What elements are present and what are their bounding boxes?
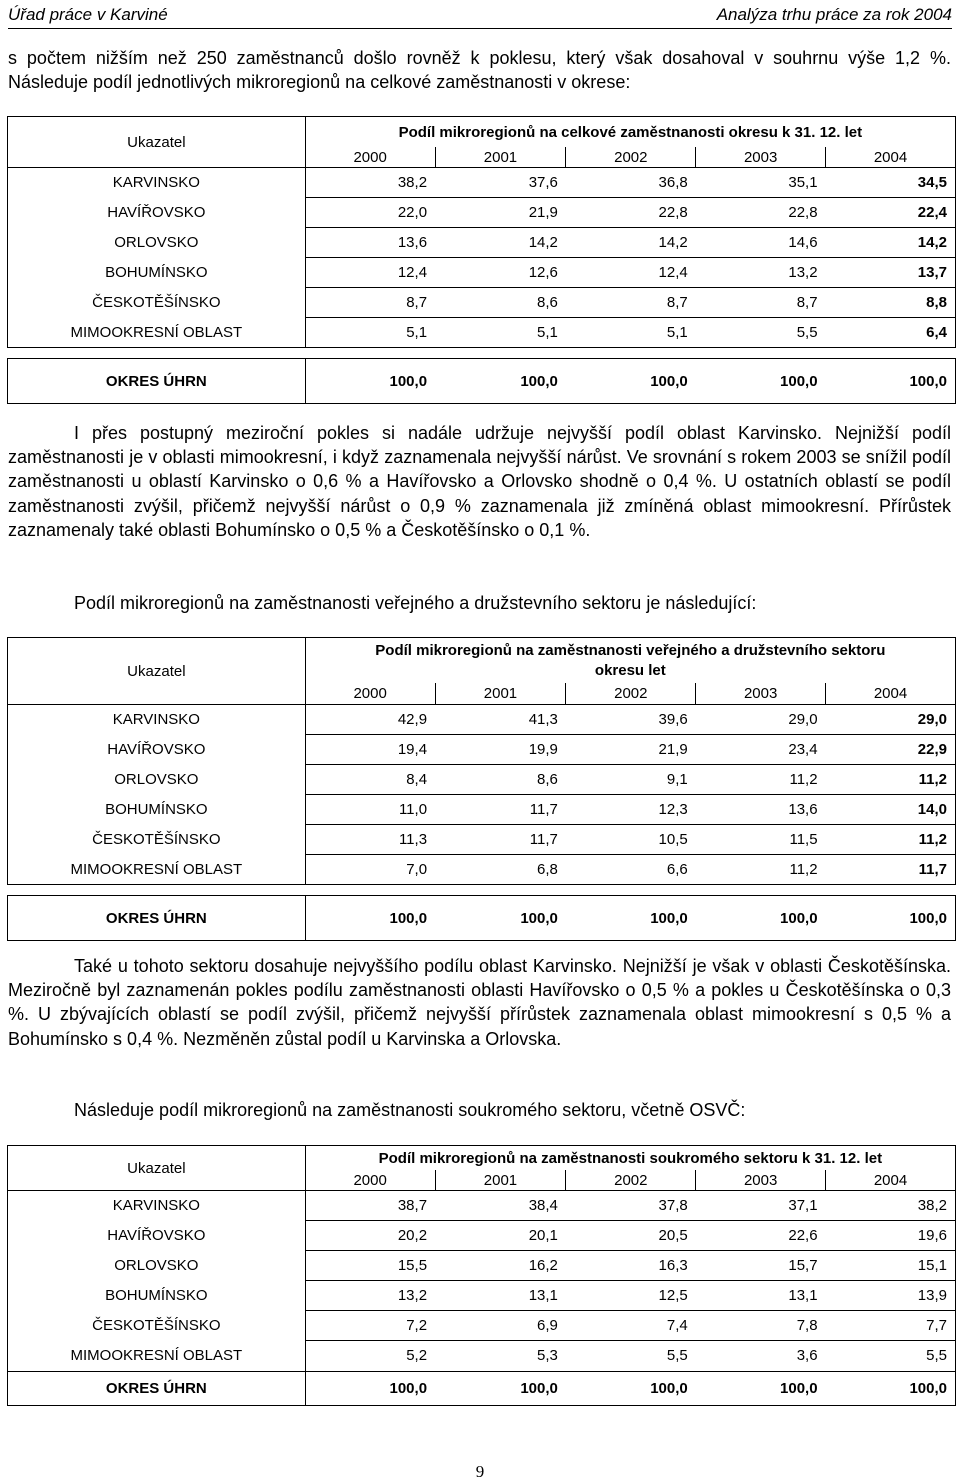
year-header: 2002 [566, 147, 696, 168]
table-cell: 12,3 [566, 795, 696, 825]
table-cell: 42,9 [305, 705, 435, 735]
table-row [8, 765, 956, 795]
table-row [8, 258, 956, 288]
table-cell: 16,3 [566, 1251, 696, 1281]
table-row [8, 1311, 956, 1341]
table-cell: 34,5 [826, 168, 956, 198]
table-private-sector [7, 1145, 956, 1406]
table-cell: 11,7 [826, 855, 956, 885]
table-cell: 19,4 [305, 735, 435, 765]
table-cell: 7,2 [305, 1311, 435, 1341]
table-cell: 38,7 [305, 1191, 435, 1221]
table-cell: 20,5 [566, 1221, 696, 1251]
table-cell: 21,9 [435, 198, 566, 228]
year-header: 2001 [435, 683, 566, 704]
year-header: 2001 [435, 147, 566, 168]
table-cell: 5,3 [435, 1341, 566, 1371]
table-total-row [8, 896, 956, 941]
table-cell: 14,0 [826, 795, 956, 825]
table-spacer [8, 348, 956, 359]
table-cell: 22,8 [566, 198, 696, 228]
table-cell: 6,9 [435, 1311, 566, 1341]
table-cell: 15,7 [696, 1251, 826, 1281]
table-cell: 7,0 [305, 855, 435, 885]
table-cell: 14,2 [435, 228, 566, 258]
table-row [8, 1281, 956, 1311]
table-cell: 5,5 [566, 1341, 696, 1371]
row-label: KARVINSKO [8, 1191, 306, 1221]
table-row [8, 705, 956, 735]
page-header [8, 2, 952, 29]
row-label: MIMOOKRESNÍ OBLAST [8, 1341, 306, 1371]
table-cell: 5,2 [305, 1341, 435, 1371]
table-cell: 12,6 [435, 258, 566, 288]
table-cell: 22,4 [826, 198, 956, 228]
table-cell: 11,2 [696, 855, 826, 885]
table-cell: 38,4 [435, 1191, 566, 1221]
table-row [8, 855, 956, 885]
table-spacer [8, 885, 956, 896]
row-label: MIMOOKRESNÍ OBLAST [8, 318, 306, 348]
year-header: 2004 [826, 683, 956, 704]
table-header-ukazatel: Ukazatel [8, 1146, 306, 1191]
table-cell: 11,2 [826, 765, 956, 795]
year-header: 2004 [826, 147, 956, 168]
intro-paragraph: s počtem nižším než 250 zaměstnanců došlo rovněž k poklesu, který však dosahoval v souhrnu výše 1,2 %. Následuje podíl jednotlivých mikroregionů na celkové zaměstnanosti v okrese: [8, 48, 951, 93]
table-cell: 9,1 [566, 765, 696, 795]
table-cell: 13,9 [826, 1281, 956, 1311]
table-total-row [8, 1371, 956, 1405]
row-label: HAVÍŘOVSKO [8, 198, 306, 228]
table-spacer-cell [8, 348, 956, 359]
table-cell: 21,9 [566, 735, 696, 765]
table-cell: 29,0 [696, 705, 826, 735]
table-row [8, 288, 956, 318]
total-cell: 100,0 [826, 359, 956, 404]
year-header: 2003 [696, 1170, 826, 1191]
total-cell: 100,0 [305, 1371, 435, 1405]
table-cell: 5,1 [435, 318, 566, 348]
table-cell: 38,2 [305, 168, 435, 198]
table-row [8, 1251, 956, 1281]
table-cell: 19,9 [435, 735, 566, 765]
year-header: 2004 [826, 1170, 956, 1191]
table-cell: 22,6 [696, 1221, 826, 1251]
total-row-label: OKRES ÚHRN [8, 896, 306, 941]
year-header: 2003 [696, 147, 826, 168]
table-header-title-line-2: okresu let [594, 661, 666, 679]
total-row-label: OKRES ÚHRN [8, 1371, 306, 1405]
table-cell: 10,5 [566, 825, 696, 855]
table-cell: 13,6 [696, 795, 826, 825]
table-row [8, 228, 956, 258]
year-header: 2000 [305, 1170, 435, 1191]
table-cell: 7,8 [696, 1311, 826, 1341]
table-cell: 36,8 [566, 168, 696, 198]
table-cell: 20,2 [305, 1221, 435, 1251]
table-cell: 13,2 [696, 258, 826, 288]
table-cell: 7,7 [826, 1311, 956, 1341]
total-cell: 100,0 [435, 1371, 566, 1405]
table-cell: 23,4 [696, 735, 826, 765]
table-cell: 11,7 [435, 795, 566, 825]
table-cell: 8,4 [305, 765, 435, 795]
table-cell: 5,5 [826, 1341, 956, 1371]
total-cell: 100,0 [566, 359, 696, 404]
row-label: KARVINSKO [8, 168, 306, 198]
total-row-label: OKRES ÚHRN [8, 359, 306, 404]
table-cell: 8,6 [435, 765, 566, 795]
table-cell: 8,6 [435, 288, 566, 318]
table-cell: 8,7 [566, 288, 696, 318]
table-cell: 20,1 [435, 1221, 566, 1251]
total-cell: 100,0 [826, 1371, 956, 1405]
table-cell: 3,6 [696, 1341, 826, 1371]
table-cell: 39,6 [566, 705, 696, 735]
table-row [8, 825, 956, 855]
table-cell: 8,7 [305, 288, 435, 318]
total-cell: 100,0 [566, 896, 696, 941]
table-cell: 16,2 [435, 1251, 566, 1281]
table-row [8, 1221, 956, 1251]
total-cell: 100,0 [566, 1371, 696, 1405]
row-label: HAVÍŘOVSKO [8, 1221, 306, 1251]
table-cell: 5,1 [566, 318, 696, 348]
table-cell: 37,8 [566, 1191, 696, 1221]
table-cell: 12,4 [566, 258, 696, 288]
total-cell: 100,0 [696, 896, 826, 941]
row-label: ORLOVSKO [8, 765, 306, 795]
total-cell: 100,0 [305, 896, 435, 941]
table-header-title: Podíl mikroregionů na zaměstnanosti soukromého sektoru k 31. 12. let [305, 1146, 955, 1171]
table-cell: 13,7 [826, 258, 956, 288]
table-cell: 7,4 [566, 1311, 696, 1341]
total-cell: 100,0 [696, 1371, 826, 1405]
table-cell: 15,1 [826, 1251, 956, 1281]
header-left: Úřad práce v Karviné [8, 5, 168, 24]
table-cell: 14,2 [566, 228, 696, 258]
table-cell: 19,6 [826, 1221, 956, 1251]
row-label: KARVINSKO [8, 705, 306, 735]
table-cell: 11,5 [696, 825, 826, 855]
table-cell: 13,1 [435, 1281, 566, 1311]
table-cell: 37,6 [435, 168, 566, 198]
table-total-employment [7, 116, 956, 404]
table-row [8, 318, 956, 348]
table-header-title-line-1: Podíl mikroregionů na zaměstnanosti veřejného a družstevního sektoru [375, 641, 886, 659]
table-cell: 35,1 [696, 168, 826, 198]
lead-paragraph-3: Následuje podíl mikroregionů na zaměstnanosti soukromého sektoru, včetně OSVČ: [74, 1100, 746, 1120]
table-cell: 14,6 [696, 228, 826, 258]
table-header-title [305, 638, 955, 684]
table-cell: 22,9 [826, 735, 956, 765]
table-cell: 14,2 [826, 228, 956, 258]
total-cell: 100,0 [435, 896, 566, 941]
table-header-ukazatel: Ukazatel [8, 638, 306, 705]
table-row [8, 795, 956, 825]
table-header-ukazatel: Ukazatel [8, 117, 306, 168]
analysis-paragraph-1: I přes postupný meziroční pokles si nadále udržuje nejvyšší podíl oblast Karvinsko. Nejnižší podíl zaměstnanosti je v oblasti mimookresní, i když zaznamenala nejvyšší nárůst. Ve srovnání s rokem 2003 se snížil podíl zaměstnanosti u oblastí Karvinsko o 0,6 % a Havířovsko a Orlovsko shodně o 0,4 %. U ostatních oblastí se podíl zaměstnanosti zvýšil, přičemž nejvyšší nárůst o 0,9 % zaznamenala již zmíněná oblast mimookresní. Přírůstek zaznamenaly také oblasti Bohumínsko o 0,5 % a Českotěšínsko o 0,1 %. [8, 423, 951, 540]
table-cell: 13,1 [696, 1281, 826, 1311]
table-cell: 5,1 [305, 318, 435, 348]
table-spacer-cell [8, 885, 956, 896]
row-label: BOHUMÍNSKO [8, 258, 306, 288]
table-cell: 13,2 [305, 1281, 435, 1311]
table-cell: 11,2 [826, 825, 956, 855]
table-row [8, 735, 956, 765]
total-cell: 100,0 [305, 359, 435, 404]
total-cell: 100,0 [435, 359, 566, 404]
lead-paragraph-2: Podíl mikroregionů na zaměstnanosti veřejného a družstevního sektoru je následující: [74, 593, 757, 613]
table-cell: 6,4 [826, 318, 956, 348]
table-cell: 8,8 [826, 288, 956, 318]
page-number: 9 [475, 1462, 485, 1481]
table-cell: 22,8 [696, 198, 826, 228]
table-cell: 15,5 [305, 1251, 435, 1281]
table-cell: 11,0 [305, 795, 435, 825]
table-cell: 5,5 [696, 318, 826, 348]
table-cell: 11,3 [305, 825, 435, 855]
table-cell: 13,6 [305, 228, 435, 258]
row-label: BOHUMÍNSKO [8, 1281, 306, 1311]
analysis-paragraph-2: Také u tohoto sektoru dosahuje nejvyššího podílu oblast Karvinsko. Nejnižší je však v oblasti Českotěšínska. Meziročně byl zaznamenán pokles podílu zaměstnanosti oblasti Havířovsko o 0,5 % a pokles u Českotěšínska o 0,3 %. U zbývajících oblastí se podíl zvýšil, přičemž nejvyšší přírůstek zaznamenala oblast mimookresní s 0,5 % a Bohumínsko s 0,4 %. Nezměněn zůstal podíl u Karvinska a Orlovska. [8, 956, 951, 1049]
table-cell: 11,7 [435, 825, 566, 855]
row-label: ČESKOTĚŠÍNSKO [8, 825, 306, 855]
row-label: ORLOVSKO [8, 1251, 306, 1281]
table-cell: 11,2 [696, 765, 826, 795]
table-cell: 29,0 [826, 705, 956, 735]
row-label: BOHUMÍNSKO [8, 795, 306, 825]
header-right: Analýza trhu práce za rok 2004 [716, 5, 952, 24]
row-label: ČESKOTĚŠÍNSKO [8, 1311, 306, 1341]
table-cell: 22,0 [305, 198, 435, 228]
year-header: 2003 [696, 683, 826, 704]
table-header-title: Podíl mikroregionů na celkové zaměstnanosti okresu k 31. 12. let [305, 117, 955, 148]
table-cell: 41,3 [435, 705, 566, 735]
row-label: MIMOOKRESNÍ OBLAST [8, 855, 306, 885]
table-cell: 38,2 [826, 1191, 956, 1221]
year-header: 2002 [566, 683, 696, 704]
table-cell: 6,6 [566, 855, 696, 885]
row-label: HAVÍŘOVSKO [8, 735, 306, 765]
table-cell: 12,4 [305, 258, 435, 288]
total-cell: 100,0 [696, 359, 826, 404]
total-cell: 100,0 [826, 896, 956, 941]
table-cell: 6,8 [435, 855, 566, 885]
year-header: 2001 [435, 1170, 566, 1191]
year-header: 2000 [305, 683, 435, 704]
table-cell: 12,5 [566, 1281, 696, 1311]
table-row [8, 198, 956, 228]
row-label: ORLOVSKO [8, 228, 306, 258]
table-row [8, 1191, 956, 1221]
table-public-sector [7, 637, 956, 941]
year-header: 2000 [305, 147, 435, 168]
row-label: ČESKOTĚŠÍNSKO [8, 288, 306, 318]
table-cell: 37,1 [696, 1191, 826, 1221]
table-row [8, 1341, 956, 1371]
table-cell: 8,7 [696, 288, 826, 318]
table-row [8, 168, 956, 198]
year-header: 2002 [566, 1170, 696, 1191]
table-total-row [8, 359, 956, 404]
